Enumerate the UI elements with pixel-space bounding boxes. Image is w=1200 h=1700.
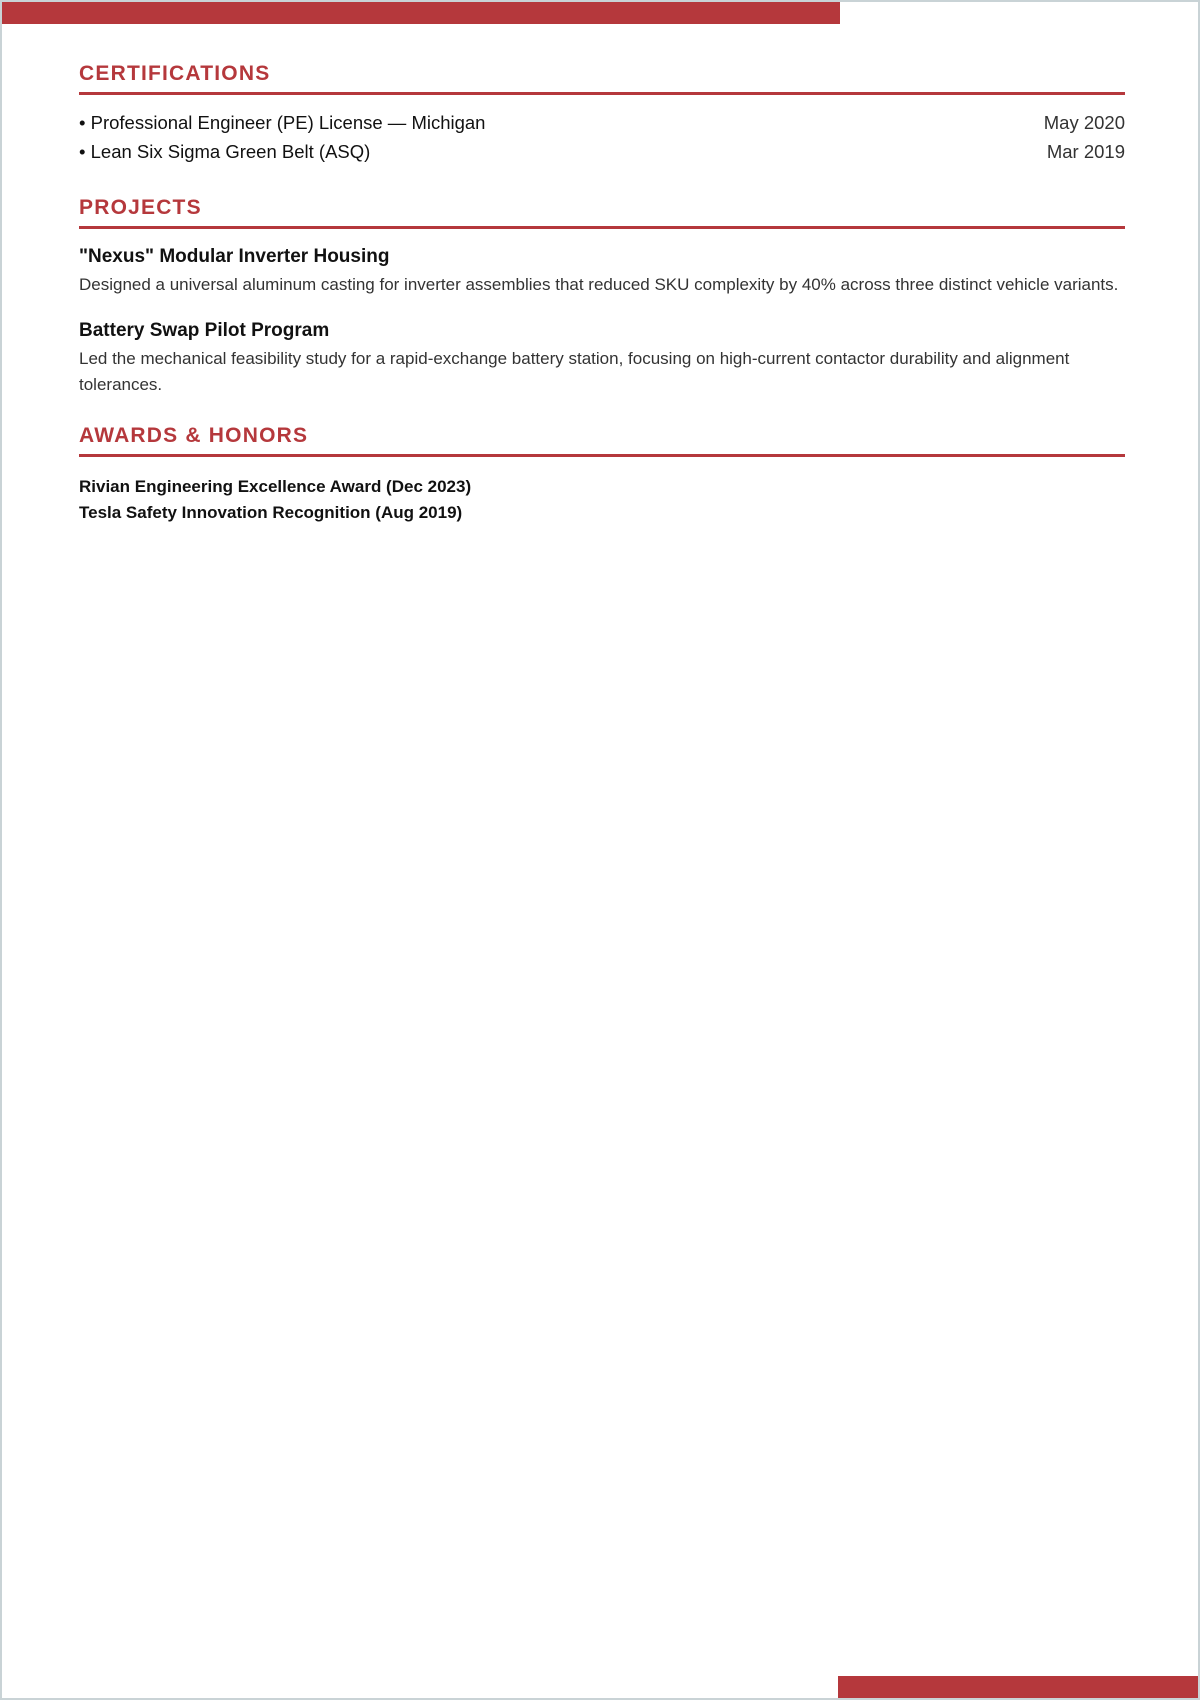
certification-name: • Lean Six Sigma Green Belt (ASQ) — [79, 141, 371, 162]
bottom-accent-bar — [838, 1676, 1198, 1698]
project-title: Battery Swap Pilot Program — [79, 320, 330, 341]
award-item: Tesla Safety Innovation Recognition (Aug 2019) — [79, 503, 463, 522]
certification-item — [79, 112, 1125, 141]
awards-section — [79, 424, 1125, 526]
resume-content — [79, 62, 1125, 552]
section-title-projects: PROJECTS — [79, 196, 1125, 229]
certification-date: May 2020 — [1043, 112, 1125, 133]
section-title-certifications: CERTIFICATIONS — [79, 62, 1125, 95]
top-accent-bar — [2, 2, 840, 24]
certification-item — [79, 141, 1125, 170]
awards-list — [79, 474, 1125, 526]
projects-section — [79, 196, 1125, 398]
award-item: Rivian Engineering Excellence Award (Dec 2023) — [79, 477, 472, 496]
section-title-awards: AWARDS & HONORS — [79, 424, 1125, 457]
certification-date: Mar 2019 — [1046, 141, 1125, 162]
project-title: "Nexus" Modular Inverter Housing — [79, 246, 390, 267]
certifications-list — [79, 112, 1125, 170]
certifications-section — [79, 62, 1125, 170]
certification-name: • Professional Engineer (PE) License — Michigan — [79, 112, 486, 133]
project-entry — [79, 246, 1125, 298]
project-description: Led the mechanical feasibility study for a rapid-exchange battery station, focusing on high-current contactor durability and alignment tolerances. — [79, 349, 1070, 394]
project-description: Designed a universal aluminum casting for inverter assemblies that reduced SKU complexity by 40% across three distinct vehicle variants. — [79, 275, 1119, 294]
project-entry — [79, 320, 1125, 398]
